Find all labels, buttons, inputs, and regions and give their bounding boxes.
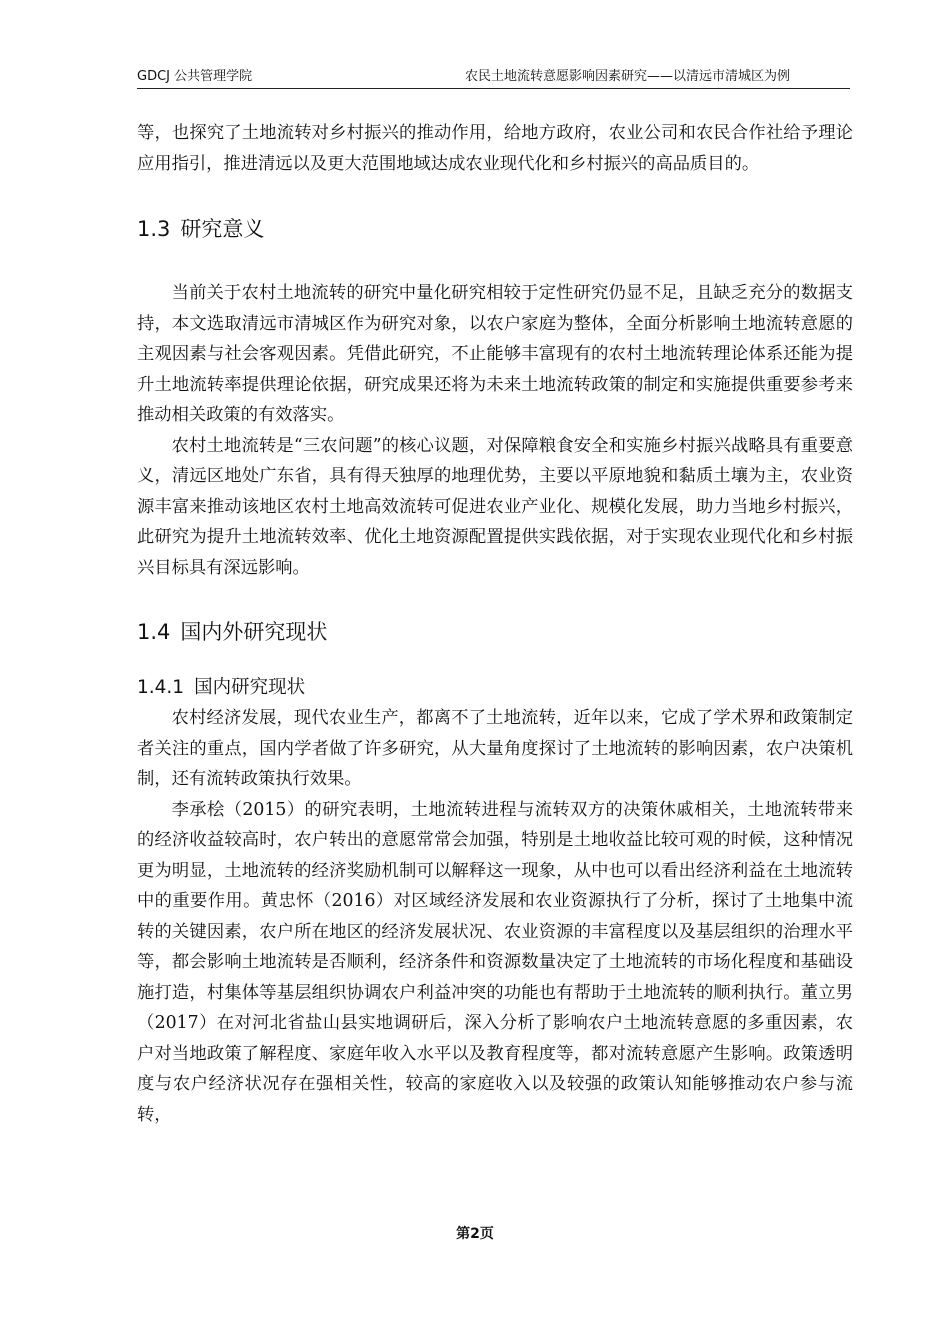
section-heading-1-3 xyxy=(137,214,853,244)
intro-paragraph: 等，也探究了土地流转对乡村振兴的推动作用，给地方政府，农业公司和农民合作社给予理论应用指引，推进清远以及更大范围地域达成农业现代化和乡村振兴的高品质目的。 xyxy=(137,123,853,174)
section-heading-1-4 xyxy=(137,617,853,647)
subsection-number: 1.4.1 xyxy=(137,677,185,698)
body-paragraph: 当前关于农村土地流转的研究中量化研究相较于定性研究仍显不足，且缺乏充分的数据支持，本文选取清远市清城区作为研究对象，以农户家庭为整体，全面分析影响土地流转意愿的主观因素与社会客观因素。凭借此研究，不止能够丰富现有的农村土地流转理论体系还能为提升土地流转率提供理论依据，研究成果还将为未来土地流转政策的制定和实施提供重要参考来推动相关政策的有效落实。 xyxy=(137,283,853,425)
section-number: 1.3 xyxy=(137,217,171,241)
section-number: 1.4 xyxy=(137,620,171,644)
subsection-heading-1-4-1 xyxy=(137,674,853,702)
body-paragraph: 李承桧（2015）的研究表明，土地流转进程与流转双方的决策休戚相关，土地流转带来的经济收益较高时，农户转出的意愿常常会加强，特别是土地收益比较可观的时候，这种情况更为明显，土地流转的经济奖励机制可以解释这一现象，从中也可以看出经济利益在土地流转中的重要作用。黄忠怀（2016）对区域经济发展和农业资源执行了分析，探讨了土地集中流转的关键因素，农户所在地区的经济发展状况、农业资源的丰富程度以及基层组织的治理水平等，都会影响土地流转是否顺利，经济条件和资源数量决定了土地流转的市场化程度和基础设施打造，村集体等基层组织协调农户利益冲突的功能也有帮助于土地流转的顺利执行。董立男（2017）在对河北省盐山县实地调研后，深入分析了影响农户土地流转意愿的多重因素，农户对当地政策了解程度、家庭年收入水平以及教育程度等，都对流转意愿产生影响。政策透明度与农户经济状况存在强相关性，较高的家庭收入以及较强的政策认知能够推动农户参与流转， xyxy=(137,799,853,1125)
subsection-title: 国内研究现状 xyxy=(194,677,306,698)
header-paper-title: 农民土地流转意愿影响因素研究——以清远市清城区为例 xyxy=(464,69,790,84)
body-paragraph: 农村经济发展，现代农业生产，都离不了土地流转，近年以来，它成了学术界和政策制定者关注的重点，国内学者做了许多研究，从大量角度探讨了土地流转的影响因素，农户决策机制，还有流转政策执行效果。 xyxy=(137,708,853,789)
section-title: 国内外研究现状 xyxy=(180,620,328,644)
page-body xyxy=(137,118,853,1130)
header-institution: GDCJ 公共管理学院 xyxy=(137,69,253,84)
page-header xyxy=(137,68,850,89)
body-paragraph: 农村土地流转是“三农问题”的核心议题，对保障粮食安全和实施乡村振兴战略具有重要意义，清远区地处广东省，具有得天独厚的地理优势，主要以平原地貌和黏质土壤为主，农业资源丰富来推动该地区农村土地高效流转可促进农业产业化、规模化发展，助力当地乡村振兴，此研究为提升土地流转效率、优化土地资源配置提供实践依据，对于实现农业现代化和乡村振兴目标具有深远影响。 xyxy=(137,435,853,578)
page-number: 第2页 xyxy=(456,1226,494,1242)
section-title: 研究意义 xyxy=(180,217,265,241)
